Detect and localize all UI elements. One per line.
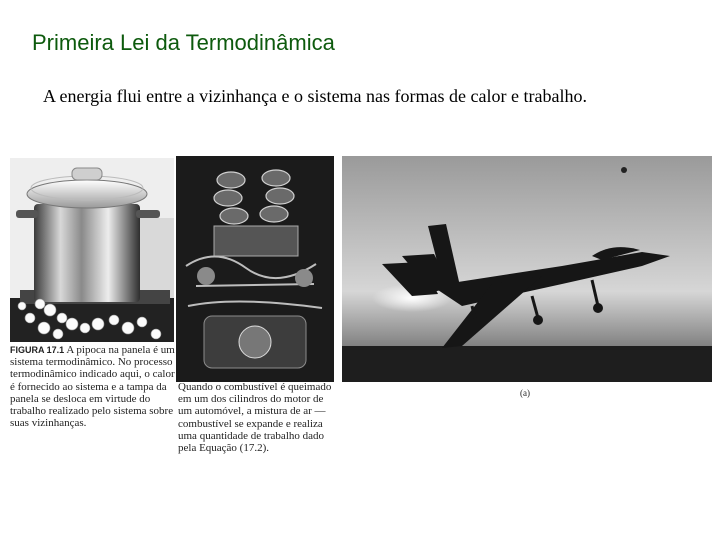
pot-caption-text: A pipoca na panela é um sistema termodinâmico. No processo termodinâmico indicado aqui, o calor é fornecido ao sistema e a tampa da panela se desloca em virtude do trabalho realizado pelo sistema sobre suas vizinhanças.	[10, 344, 175, 430]
fighter-jet-photo	[342, 156, 712, 382]
pot-figure-caption	[10, 344, 175, 429]
slide-title: Primeira Lei da Termodinâmica	[32, 30, 335, 55]
figure-label: FIGURA 17.1	[10, 345, 65, 355]
slide-subtitle: A energia flui entre a vizinhança e o sistema nas formas de calor e trabalho.	[43, 86, 587, 106]
car-engine-photo	[176, 156, 334, 382]
engine-figure-caption: Quando o combustível é queimado em um dos cilindros do motor de um automóvel, a mistura de ar — combustível se expande e realiza uma quantidade de trabalho dado pela Equação (17.2).	[178, 381, 332, 455]
popcorn-pot-photo	[10, 158, 174, 342]
jet-figure-caption: (a)	[520, 388, 530, 398]
